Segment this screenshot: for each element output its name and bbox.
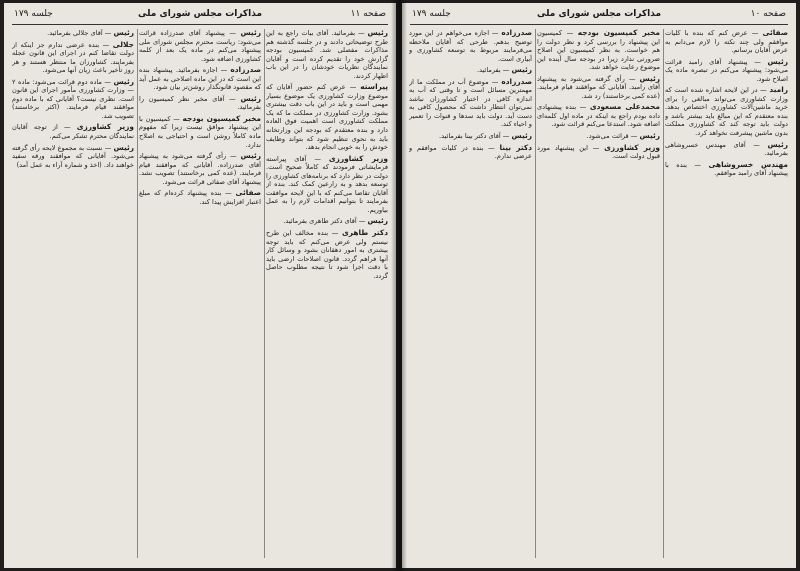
speech-text: — پیشنهاد آقای رامبد قرائت می‌شود: پیشنهاد می‌کنم در تبصره ماده یک اصلاح شود. [665,57,788,83]
speech-text: — این پیشنهاد مورد قبول دولت است. [537,143,660,161]
right-column-1 [665,29,788,560]
speech-text: — در این لایحه اشاره شده است که وزارت کشاورزی می‌تواند مبالغی را برای خرید ماشین‌آلات کشاورزی اختصاص بدهد. بنده معتقدم که این مبالغ باید بیشتر باشد و دولت باید توجه کند که کشاورزی مملکت بدون ماشین پیشرفت نخواهد کرد. [665,86,788,138]
left-column-3 [12,29,134,560]
speech-text: — ماده دوم قرائت می‌شود: ماده ۲ — وزارت کشاورزی مأمور اجرای این قانون است. نظری نیست؟ آقایانی که با ماده دوم موافقند قیام فرمایند. (اکثر برخاستند) تصویب شد. [12,77,134,120]
speaker-name: رئیس [113,29,134,37]
speech-text: — بنده با پیشنهاد آقای رامبد موافقم. [665,160,788,178]
transcript-entry [537,29,660,72]
left-column-divider-2 [137,29,138,558]
speaker-name: دکتر طاهری [341,228,388,238]
speaker-name: رئیس [113,142,134,152]
speaker-name: جلالی [112,39,134,49]
speech-text: — موضوع آب در مملکت ما از مهمترین مسائل است و تا وقتی که آب به اندازه کافی در اختیار کشاورزان نباشد نمی‌توان انتظار داشت که محصول کافی به دست آید. دولت باید سدها و قنوات را تعمیر و احیاء کند. [409,77,532,129]
speech-text: — بفرمائید. آقای بیات راجع به این طرح توضیحاتی دادند و در جلسه گذشته هم مذاکرات مفصلی شد. کمیسیون بودجه گزارش خود را تقدیم کرده است و آقایان نمایندگان نظریات خودشان را در این باب اظهار کردند. [266,29,388,80]
speaker-name: مخبر کمیسیون بودجه [182,113,261,123]
speaker-name: رئیس [511,131,532,141]
transcript-entry [665,161,788,178]
left-page [4,3,396,568]
speech-text: — کمیسیون با این پیشنهاد موافق نیست زیرا که مفهوم ماده کاملاً روشن است و احتیاجی به اصلاح ندارد. [139,114,261,149]
transcript-entry [139,189,261,206]
transcript-entry [266,229,388,280]
speaker-name: رئیس [639,131,660,141]
left-running-head [12,9,388,23]
speech-text: — رأی گرفته می‌شود به پیشنهاد آقای صدرزاده. آقایانی که موافقند قیام فرمایند. (عده کمی برخاستند) تصویب نشد. پیشنهاد آقای صفائی قرائت می‌شود. [139,152,261,186]
speaker-name: رئیس [113,76,134,86]
speech-text: — کمیسیون این پیشنهاد را بررسی کرد و نظر دولت را هم خواست. به نظر کمیسیون این اصلاح ضرورتی ندارد زیرا در بودجه سال آینده این موضوع رعایت خواهد شد. [537,29,660,72]
transcript-entry [266,29,388,80]
right-column-2 [537,29,660,560]
transcript-entry [12,41,134,75]
speaker-name: رئیس [367,216,388,226]
speaker-name: صفائی [762,29,788,37]
left-header-title: مذاکرات مجلس شورای ملی [137,9,263,19]
left-column-2 [139,29,261,560]
transcript-entry [266,83,388,151]
transcript-entry [409,66,532,75]
transcript-entry [409,78,532,129]
speech-text: — عرض کنم که بنده با کلیات موافقم ولی چند نکته را لازم می‌دانم به عرض آقایان برسانم. [665,29,788,55]
transcript-entry [139,152,261,186]
speaker-name: رئیس [767,139,788,149]
transcript-entry [409,132,532,141]
speaker-name: وزیر کشاورزی [328,153,388,163]
right-page [402,3,796,568]
transcript-entry [139,66,261,92]
transcript-entry [12,29,134,38]
speech-text: — آقای جلالی بفرمائید. [47,29,112,37]
right-header-rule [410,24,788,25]
speaker-name: رئیس [240,151,261,161]
speech-text: — از توجه آقایان نمایندگان محترم تشکر می‌کنم. [12,123,134,141]
speech-text: — پیشنهاد آقای صدرزاده قرائت می‌شود: ریاست محترم مجلس شورای ملی پیشنهاد می‌کنم در ماده یک بعد از کلمه کشاورزی اضافه شود. [139,29,261,63]
speech-text: — آقای دکتر بینا بفرمائید. [439,132,510,141]
left-column-divider-1 [264,29,265,558]
transcript-entry [139,95,261,112]
transcript-entry [12,78,134,121]
left-header-rule [12,24,388,25]
right-session-label: جلسه ۱۷۹ [412,9,451,19]
speaker-name: رئیس [639,73,660,83]
speaker-name: رئیس [367,29,388,37]
right-header-title: مذاکرات مجلس شورای ملی [536,9,662,19]
transcript-entry [665,86,788,137]
transcript-entry [266,217,388,226]
transcript-entry [12,123,134,140]
transcript-entry [665,58,788,84]
left-column-1 [266,29,388,560]
speech-text: — رأی گرفته می‌شود به پیشنهاد آقای رامبد. آقایانی که موافقند قیام فرمایند. (عده کمی برخاستند) رد شد. [537,74,660,100]
transcript-entry [266,155,388,215]
speaker-name: رئیس [240,93,261,103]
speech-text: — قرائت می‌شود. [586,132,638,141]
transcript-entry [665,29,788,55]
speech-text: — بنده عرضی ندارم جز اینکه از دولت تقاضا کنم در اجرای این قانون عجله بفرمایند. کشاورزان ما منتظر هستند و هر روز تأخیر باعث زیان آنها می‌شود. [12,40,134,75]
speaker-name: صدرزاده [230,65,261,75]
speaker-name: دکتر بینا [499,142,532,152]
speaker-name: محمدعلی مسعودی [589,102,660,112]
right-column-divider-2 [535,29,536,558]
speaker-name: پیراسته [360,82,388,92]
speech-text: — آقای پیراسته فرمایشاتی فرمودند که کاملاً صحیح است. دولت در نظر دارد که برنامه‌های کشاورزی را توسعه بدهد و به زارعین کمک کند. بنده از آقایان تقاضا می‌کنم که با این لایحه موافقت بفرمایند تا بتوانیم اقدامات لازم را به عمل بیاوریم. [266,154,388,214]
speaker-name: وزیر کشاورزی [76,122,134,132]
right-page-number: صفحه ۱۰ [750,9,786,19]
transcript-entry [139,29,261,63]
speech-text: — اجازه می‌خواهم در این مورد توضیح بدهم. طرحی که آقایان ملاحظه می‌فرمایند مربوط به توسعه کشاورزی و آبیاری است. [409,29,532,63]
speaker-name: رئیس [767,56,788,66]
speaker-name: صدرزاده [501,76,532,86]
transcript-entry [12,144,134,170]
transcript-entry [139,115,261,149]
speech-text: — بفرمائید. [476,66,510,75]
speaker-name: مهندس خسروشاهی [708,159,788,169]
transcript-entry [537,75,660,101]
transcript-entry [537,103,660,129]
speech-text: — عرض کنم حضور آقایان که موضوع وزارت کشاورزی یک موضوع بسیار مهمی است و باید در این باب دقت بیشتری بشود. وزارت کشاورزی در مملکت ما که یک مملکت کشاورزی است اهمیت فوق العاده دارد و بنده معتقدم که بودجه این وزارتخانه باید به نحوی تنظیم شود که بتواند وظایف خودش را به خوبی انجام بدهد. [266,83,388,152]
speaker-name: وزیر کشاورزی [604,142,660,152]
speech-text: — اجازه بفرمائید. پیشنهاد بنده این است که در این ماده اصلاحی به عمل آید که مقصود قانونگذار روشن‌تر بیان شود. [139,66,261,92]
speaker-name: رئیس [511,65,532,75]
right-running-head [410,9,788,23]
transcript-entry [537,132,660,141]
speech-text: — آقای دکتر طاهری بفرمائید. [283,217,366,226]
left-session-label: جلسه ۱۷۹ [14,9,53,19]
transcript-entry [409,29,532,63]
speaker-name: صفائی [235,188,261,198]
transcript-entry [537,144,660,161]
speech-text: — بنده پیشنهادی داده بودم راجع به اینکه در ماده اول کلمه‌ای اضافه شود. استدعا می‌کنم قرائت شود. [537,103,660,129]
transcript-entry [409,144,532,161]
speech-text: — آقای مهندس خسروشاهی بفرمائید. [665,140,788,158]
speaker-name: صدرزاده [501,29,532,37]
right-column-3 [409,29,532,560]
speech-text: — بنده پیشنهاد کرده‌ام که مبلغ اعتبار افزایش پیدا کند. [139,189,261,206]
speaker-name: مخبر کمیسیون بودجه [577,29,660,37]
speech-text: — نسبت به مجموع لایحه رأی گرفته می‌شود. آقایانی که موافقند ورقه سفید خواهند داد. (اخذ و شماره آراء به عمل آمد) [12,143,134,169]
transcript-entry [665,141,788,158]
speaker-name: رامبد [769,85,788,95]
speaker-name: رئیس [240,29,261,37]
speech-text: — بنده مخالف این طرح نیستم ولی عرض می‌کنم که باید توجه بیشتری به امور دهقانان بشود و وسائل کار آنها فراهم گردد. قانون اصلاحات ارضی باید با دقت اجرا شود تا نتیجه مطلوب حاصل گردد. [266,229,388,280]
right-column-divider-1 [663,29,664,558]
speech-text: — بنده در کلیات موافقم و عرضی ندارم. [409,143,532,161]
left-page-number: صفحه ۱۱ [350,9,386,19]
speech-text: — آقای مخبر نظر کمیسیون را بفرمائید. [139,94,261,112]
